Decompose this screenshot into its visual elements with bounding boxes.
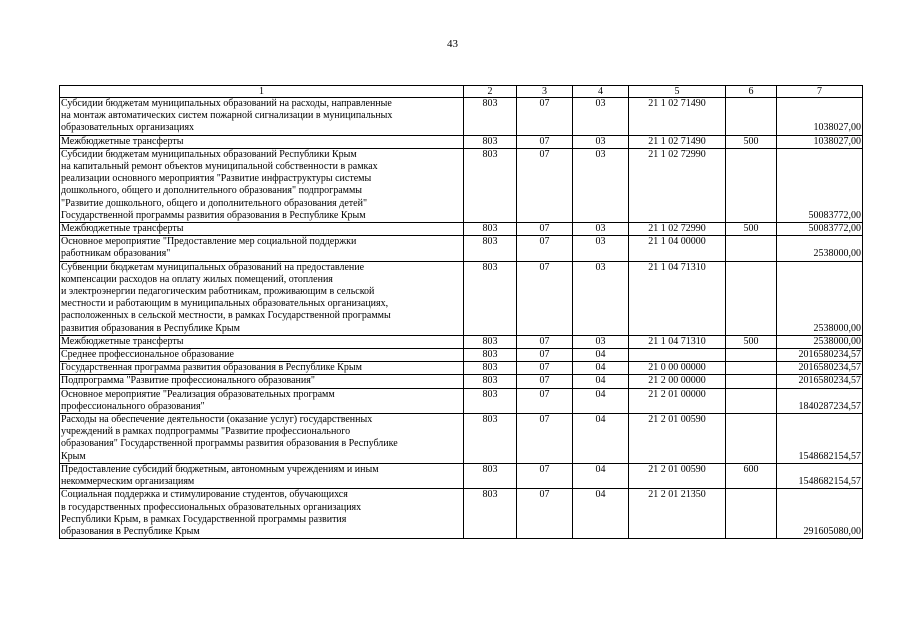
section-cell: 07 [517,388,573,413]
description-line: работникам образования" [61,248,171,260]
description-line: Подпрограмма "Развитие профессионального образования" [61,375,315,387]
target-article-cell: 21 2 01 00590 [629,463,726,488]
table-row [60,148,863,222]
section-cell: 07 [517,236,573,261]
description-line: компенсации расходов на оплату жилых помещений, отопления [61,273,333,285]
description-line: Социальная поддержка и стимулирование студентов, обучающихся [61,489,348,501]
description-line: Субсидии бюджетам муниципальных образований Республики Крым [61,148,357,160]
expense-type-cell [726,388,777,413]
description-line: Государственной программы развития образования в Республике Крым [61,209,366,221]
table-row [60,463,863,488]
table-row [60,335,863,348]
code-cell: 803 [464,236,517,261]
code-cell: 803 [464,148,517,222]
description-line: развития образования в Республике Крым [61,322,240,334]
section-cell: 07 [517,223,573,236]
code-cell: 803 [464,375,517,388]
target-article-cell [629,349,726,362]
code-cell: 803 [464,463,517,488]
subsection-cell: 03 [573,335,629,348]
expense-type-cell [726,98,777,136]
code-cell: 803 [464,135,517,148]
budget-table [59,85,863,539]
description-line: Основное мероприятие "Реализация образовательных программ [61,388,335,400]
description-line: Расходы на обеспечение деятельности (оказание услуг) государственных [61,414,373,426]
code-cell: 803 [464,98,517,136]
expense-type-cell: 500 [726,135,777,148]
description-cell [60,388,464,413]
code-cell: 803 [464,223,517,236]
subsection-cell: 03 [573,261,629,335]
amount-cell: 1548682154,57 [777,463,863,488]
section-cell: 07 [517,463,573,488]
page-number: 43 [447,38,458,50]
code-cell: 803 [464,388,517,413]
section-cell: 07 [517,349,573,362]
expense-type-cell [726,489,777,539]
description-cell [60,148,464,222]
amount-cell: 1548682154,57 [777,414,863,464]
description-line: Межбюджетные трансферты [61,335,184,347]
description-line: и электроэнергии педагогическим работникам, проживающим в сельской [61,286,375,298]
target-article-cell: 21 2 01 21350 [629,489,726,539]
description-line: Крым [61,450,86,462]
amount-cell: 2016580234,57 [777,349,863,362]
description-line: на капитальный ремонт объектов муниципальной собственности в рамках [61,161,378,173]
table-row [60,414,863,464]
subsection-cell: 03 [573,148,629,222]
subsection-cell: 03 [573,98,629,136]
header-cell: 5 [629,86,726,98]
expense-type-cell: 500 [726,223,777,236]
subsection-cell: 04 [573,362,629,375]
description-line: Субвенции бюджетам муниципальных образований на предоставление [61,261,365,273]
expense-type-cell [726,349,777,362]
description-cell [60,489,464,539]
target-article-cell: 21 2 01 00590 [629,414,726,464]
description-line: Среднее профессиональное образование [61,349,234,361]
description-line: Государственная программа развития образования в Республике Крым [61,362,362,374]
target-article-cell: 21 1 04 71310 [629,261,726,335]
header-cell: 2 [464,86,517,98]
description-line: Предоставление субсидий бюджетным, автономным учреждениям и иным [61,463,379,475]
target-article-cell: 21 2 01 00000 [629,388,726,413]
subsection-cell: 04 [573,463,629,488]
subsection-cell: 04 [573,489,629,539]
target-article-cell: 21 1 02 72990 [629,148,726,222]
subsection-cell: 04 [573,388,629,413]
subsection-cell: 04 [573,414,629,464]
description-cell [60,349,464,362]
description-line: Субсидии бюджетам муниципальных образований на расходы, направленные [61,98,392,109]
table-header-row [60,86,863,98]
target-article-cell: 21 1 04 71310 [629,335,726,348]
amount-cell: 291605080,00 [777,489,863,539]
table-row [60,375,863,388]
table-row [60,388,863,413]
amount-cell: 2016580234,57 [777,375,863,388]
code-cell: 803 [464,335,517,348]
description-cell [60,375,464,388]
description-line: учреждений в рамках подпрограммы "Развитие профессионального [61,426,351,438]
subsection-cell: 04 [573,375,629,388]
expense-type-cell [726,414,777,464]
description-line: образования" Государственной программы развития образования в Республике [61,438,398,450]
section-cell: 07 [517,335,573,348]
description-cell [60,463,464,488]
description-line: Основное мероприятие "Предоставление мер социальной поддержки [61,236,357,248]
code-cell: 803 [464,349,517,362]
expense-type-cell: 500 [726,335,777,348]
table-row [60,236,863,261]
amount-cell: 2538000,00 [777,236,863,261]
table-row [60,261,863,335]
description-line: реализации основного мероприятия "Развитие инфраструктуры системы [61,173,372,185]
description-cell [60,335,464,348]
header-cell: 1 [60,86,464,98]
header-cell: 7 [777,86,863,98]
description-line: Республики Крым, в рамках Государственной программы развития [61,513,347,525]
table-row [60,98,863,136]
target-article-cell: 21 0 00 00000 [629,362,726,375]
amount-cell: 2016580234,57 [777,362,863,375]
description-cell [60,135,464,148]
table-row [60,489,863,539]
section-cell: 07 [517,362,573,375]
description-cell [60,362,464,375]
table-row [60,223,863,236]
amount-cell: 2538000,00 [777,335,863,348]
expense-type-cell [726,236,777,261]
amount-cell: 50083772,00 [777,148,863,222]
description-line: Межбюджетные трансферты [61,223,184,235]
code-cell: 803 [464,261,517,335]
section-cell: 07 [517,135,573,148]
target-article-cell: 21 1 04 00000 [629,236,726,261]
amount-cell: 1038027,00 [777,98,863,136]
expense-type-cell [726,362,777,375]
description-line: расположенных в сельской местности, в рамках Государственной программы [61,310,391,322]
description-line: на монтаж автоматических систем пожарной сигнализации в муниципальных [61,110,393,122]
description-line: Межбюджетные трансферты [61,135,184,147]
description-line: некоммерческим организациям [61,476,195,488]
amount-cell: 1840287234,57 [777,388,863,413]
subsection-cell: 04 [573,349,629,362]
target-article-cell: 21 2 00 00000 [629,375,726,388]
header-cell: 3 [517,86,573,98]
description-line: профессионального образования" [61,400,205,412]
table-row [60,362,863,375]
section-cell: 07 [517,261,573,335]
target-article-cell: 21 1 02 71490 [629,135,726,148]
description-cell [60,261,464,335]
expense-type-cell [726,148,777,222]
target-article-cell: 21 1 02 72990 [629,223,726,236]
description-cell [60,98,464,136]
header-cell: 6 [726,86,777,98]
description-line: "Развитие дошкольного, общего и дополнительного образования детей" [61,197,368,209]
description-line: дошкольного, общего и дополнительного образования" подпрограммы [61,185,363,197]
description-line: в государственных профессиональных образовательных организациях [61,501,362,513]
section-cell: 07 [517,414,573,464]
section-cell: 07 [517,148,573,222]
expense-type-cell [726,375,777,388]
section-cell: 07 [517,98,573,136]
expense-type-cell [726,261,777,335]
section-cell: 07 [517,375,573,388]
description-line: местности и работающим в муниципальных образовательных организациях, [61,298,389,310]
subsection-cell: 03 [573,135,629,148]
expense-type-cell: 600 [726,463,777,488]
amount-cell: 50083772,00 [777,223,863,236]
description-cell [60,223,464,236]
section-cell: 07 [517,489,573,539]
amount-cell: 2538000,00 [777,261,863,335]
description-line: образовательных организациях [61,122,195,134]
table-row [60,349,863,362]
description-line: образования в Республике Крым [61,525,200,537]
amount-cell: 1038027,00 [777,135,863,148]
code-cell: 803 [464,362,517,375]
code-cell: 803 [464,489,517,539]
target-article-cell: 21 1 02 71490 [629,98,726,136]
subsection-cell: 03 [573,236,629,261]
description-cell [60,236,464,261]
description-cell [60,414,464,464]
code-cell: 803 [464,414,517,464]
table-row [60,135,863,148]
subsection-cell: 03 [573,223,629,236]
header-cell: 4 [573,86,629,98]
